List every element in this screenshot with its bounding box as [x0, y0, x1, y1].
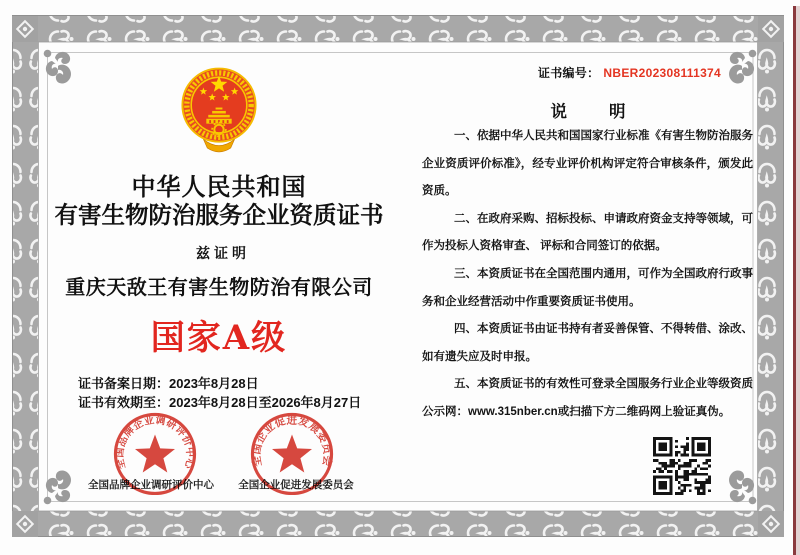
validity-value: 2023年8月28日至2026年8月27日 — [169, 395, 362, 410]
notes-body — [422, 123, 753, 427]
certify-label: 兹证明 — [196, 245, 250, 261]
national-emblem-icon — [180, 62, 258, 156]
note-paragraph-3: 三、本资质证书在全国范围内通用，可作为全国政府行政事务和企业经营活动中作重要资质证书使用。 — [422, 267, 753, 308]
red-seal-stamp-right — [249, 409, 335, 495]
filing-date-value: 2023年8月28日 — [169, 376, 259, 391]
validity-label: 证书有效期至： — [78, 395, 170, 410]
filing-date-label: 证书备案日期： — [78, 376, 170, 391]
seal-curved-text: 全国企业促进发展委员会 — [250, 414, 334, 468]
note-paragraph-4: 四、本资质证书由证书持有者妥善保管、不得转借、涂改、如有遗失应及时申报。 — [422, 323, 753, 363]
note-paragraph-5: 五、本资质证书的有效性可登录全国服务行业企业等级资质公示网：www.315nber.cn或扫描下方二维码网上验证真伪。 — [422, 378, 753, 418]
grade-level: 国家A级 — [150, 318, 288, 358]
seal-org-name-left: 全国品牌企业调研评价中心 — [88, 479, 214, 491]
scan-edge-shade — [796, 6, 800, 555]
note-paragraph-1: 一、依据中华人民共和国国家行业标准《有害生物防治服务企业资质评价标准》，经专业评价机构评定符合审核条件，颁发此资质。 — [422, 130, 753, 198]
certificate-title-country: 中华人民共和国 — [131, 174, 307, 201]
seal-curved-text: 全国品牌企业调研评价中心 — [114, 415, 196, 471]
certificate-title: 有害生物防治服务企业资质证书 — [54, 202, 384, 228]
note-paragraph-2: 二、在政府采购、招标投标、申请政府资金支持等领域，可作为投标人资格审查、 评标和合同签订的依据。 — [422, 212, 753, 253]
red-seal-stamp-left — [112, 409, 198, 495]
seal-star-icon — [272, 435, 312, 473]
date-block — [78, 374, 361, 412]
filing-date-line — [78, 374, 361, 393]
certificate-number-line — [423, 64, 721, 81]
certificate-number-label: 证书编号： — [537, 66, 600, 80]
seal-star-icon — [135, 435, 175, 473]
notes-heading: 说明 — [550, 103, 668, 121]
certificate-number-value: NBER202308111374 — [603, 66, 721, 80]
seal-org-name-right: 全国企业促进发展委员会 — [238, 479, 354, 491]
company-name: 重庆天敌王有害生物防治有限公司 — [65, 277, 373, 299]
qr-code — [653, 437, 711, 495]
